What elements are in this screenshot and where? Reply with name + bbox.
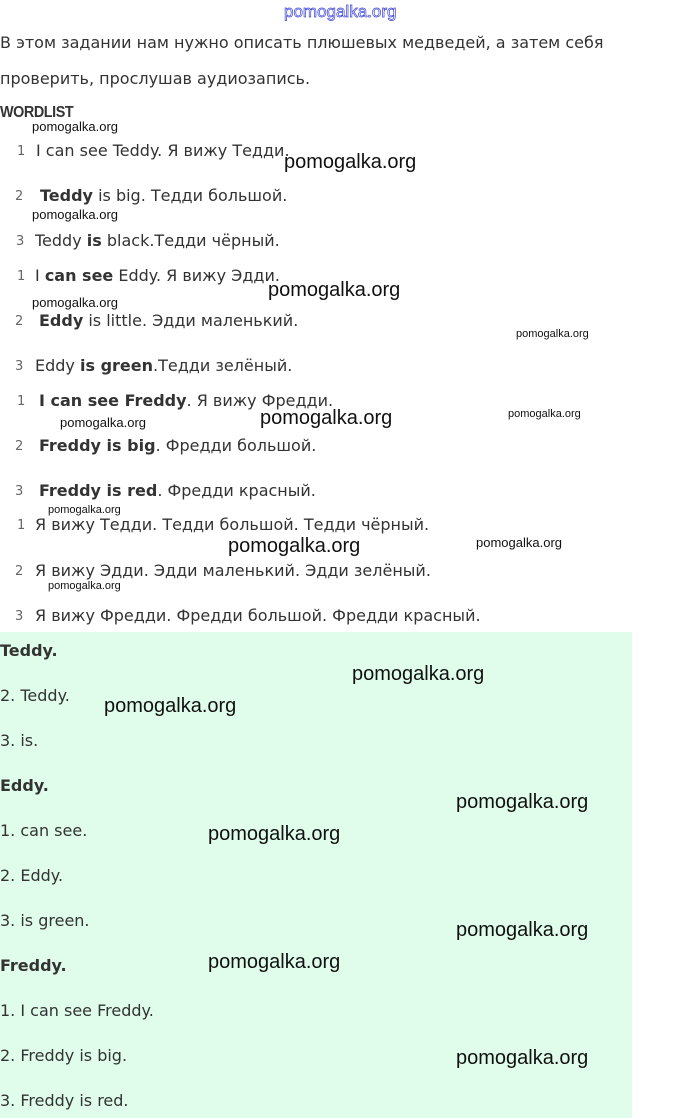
watermark: pomogalka.org (284, 151, 417, 173)
watermark: pomogalka.org (260, 407, 393, 429)
header-watermark: pomogalka.org (284, 2, 397, 21)
answer-line: 3. is. (0, 731, 39, 750)
exercise-number: 2 (15, 439, 24, 454)
exercise-number: 1 (17, 518, 26, 533)
watermark: pomogalka.org (32, 295, 118, 310)
exercise-number: 2 (15, 189, 24, 204)
exercise-number: 3 (15, 484, 24, 499)
watermark: pomogalka.org (48, 504, 121, 516)
exercise-line: Eddy is little. Эдди маленький. (39, 311, 299, 330)
answer-heading: Teddy. (0, 641, 58, 660)
answer-line: 2. Eddy. (0, 866, 64, 885)
answer-line: 1. can see. (0, 821, 88, 840)
intro-line-1: В этом задании нам нужно описать плюшевых медведей, а затем себя (0, 33, 604, 52)
exercise-number: 2 (15, 314, 24, 329)
exercise-number: 2 (15, 564, 24, 579)
exercise-line: Teddy is black.Тедди чёрный. (35, 231, 280, 250)
watermark: pomogalka.org (208, 823, 341, 845)
exercise-line: I can see Freddy. Я вижу Фредди. (39, 391, 334, 410)
watermark: pomogalka.org (476, 535, 562, 550)
exercise-line: Freddy is red. Фредди красный. (39, 481, 316, 500)
exercise-line: Freddy is big. Фредди большой. (39, 436, 317, 455)
watermark: pomogalka.org (268, 279, 401, 301)
exercise-line: Teddy is big. Тедди большой. (40, 186, 288, 205)
answer-line: 1. I can see Freddy. (0, 1001, 154, 1020)
watermark: pomogalka.org (228, 535, 361, 557)
watermark: pomogalka.org (456, 791, 589, 813)
watermark: pomogalka.org (32, 207, 118, 222)
exercise-line: Я вижу Тедди. Тедди большой. Тедди чёрный. (35, 515, 430, 534)
intro-line-2: проверить, прослушав аудиозапись. (0, 69, 311, 88)
exercise-number: 1 (17, 269, 26, 284)
exercise-line: Я вижу Эдди. Эдди маленький. Эдди зелёный. (35, 561, 431, 580)
answer-line: 2. Teddy. (0, 686, 70, 705)
watermark: pomogalka.org (456, 919, 589, 941)
exercise-number: 1 (17, 144, 26, 159)
exercise-line: Я вижу Фредди. Фредди большой. Фредди красный. (35, 606, 481, 625)
exercise-number: 3 (15, 609, 24, 624)
watermark: pomogalka.org (208, 951, 341, 973)
watermark: pomogalka.org (60, 415, 146, 430)
watermark: pomogalka.org (104, 695, 237, 717)
watermark: pomogalka.org (508, 408, 581, 420)
answer-line: 3. is green. (0, 911, 90, 930)
watermark: pomogalka.org (352, 663, 485, 685)
answer-line: 2. Freddy is big. (0, 1046, 128, 1065)
exercise-number: 3 (15, 359, 24, 374)
watermark: pomogalka.org (48, 580, 121, 592)
exercise-line: I can see Teddy. Я вижу Тедди. (36, 141, 290, 160)
wordlist-title: WORDLIST (0, 104, 74, 121)
watermark: pomogalka.org (516, 328, 589, 340)
answer-heading: Freddy. (0, 956, 67, 975)
watermark: pomogalka.org (32, 119, 118, 134)
exercise-number: 1 (17, 394, 26, 409)
watermark: pomogalka.org (456, 1047, 589, 1069)
exercise-line: I can see Eddy. Я вижу Эдди. (35, 266, 280, 285)
exercise-number: 3 (16, 234, 25, 249)
answer-heading: Eddy. (0, 776, 49, 795)
answer-line: 3. Freddy is red. (0, 1091, 129, 1110)
exercise-line: Eddy is green.Тедди зелёный. (35, 356, 293, 375)
